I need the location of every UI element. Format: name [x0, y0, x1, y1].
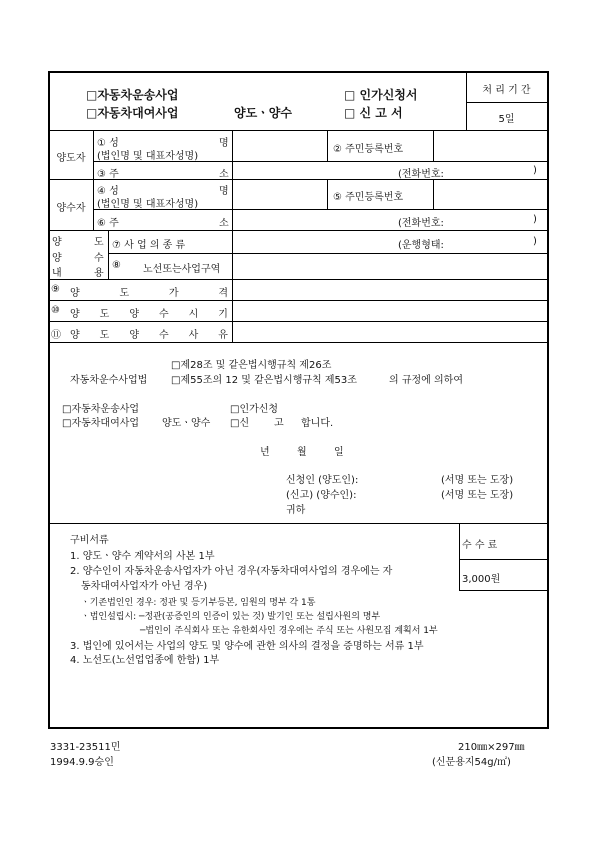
date-month: 월: [297, 447, 307, 458]
fee-value: 3,000원: [462, 574, 501, 585]
processing-period-value: 5일: [498, 114, 515, 125]
signature-2[interactable]: (서명 또는 도장): [441, 490, 514, 501]
apply-option-2-char: 고: [274, 418, 284, 429]
operation-type-close: ): [533, 236, 537, 247]
transfer-date-label: 양 도 양 수 시 기: [70, 309, 228, 320]
fee-label: 수 수 료: [462, 540, 498, 551]
transferee-name-field[interactable]: [234, 181, 326, 207]
transferee-address-field[interactable]: [234, 211, 394, 228]
transferor-address-label-end: 소: [219, 169, 229, 180]
route-label-num: ⑧: [112, 260, 121, 271]
header-transfer-label: 양도ㆍ양수: [234, 106, 292, 120]
business-type-label: ⑦ 사 업 의 종 류: [112, 240, 186, 251]
transferee-name-label-end: 명: [219, 186, 229, 197]
applicant-transferor-label: 신청인 (양도인):: [286, 475, 359, 486]
paper-size: 210㎜×297㎜: [458, 742, 525, 753]
transferor-id-label: ② 주민등록번호: [333, 144, 404, 155]
form-code: 3331-23511민: [50, 742, 121, 753]
transferee-corp-label: (법인명 및 대표자성명): [97, 199, 199, 210]
date-year: 년: [260, 447, 270, 458]
law-option-1[interactable]: □제28조 및 같은법시행규칙 제26조: [171, 360, 332, 371]
route-field[interactable]: [234, 255, 544, 277]
transferee-address-label-end: 소: [219, 218, 229, 229]
operation-type-label: (운행형태:: [398, 240, 444, 251]
statement-closing: 합니다.: [301, 418, 334, 429]
law-suffix: 의 규정에 의하여: [389, 375, 463, 386]
content-label-char: 양: [52, 253, 62, 264]
row-number: ⑪: [51, 330, 61, 341]
transferor-name-field[interactable]: [234, 133, 326, 159]
transferee-phone-close: ): [533, 214, 537, 225]
transfer-reason-label: 양 도 양 수 사 유: [70, 330, 228, 341]
header-business-type-1[interactable]: □자동차운송사업: [86, 88, 179, 102]
transferor-name-label-end: 명: [219, 138, 229, 149]
processing-period-label: 처 리 기 간: [482, 85, 531, 96]
signature-1[interactable]: (서명 또는 도장): [441, 475, 514, 486]
document-item: 1. 양도ㆍ양수 계약서의 사본 1부: [70, 551, 215, 562]
transferee-name-label: ④ 성: [97, 186, 119, 197]
document-subitem-cont: ─법인이 주식회사 또는 유한회사인 경우에는 주식 또는 사원모집 계획서 1부: [140, 626, 438, 636]
document-item: 3. 법인에 있어서는 사업의 양도 및 양수에 관한 의사의 결정을 증명하는 서류 1부: [70, 641, 424, 652]
row-number: ⑩: [51, 305, 60, 316]
law-option-2[interactable]: □제55조의 12 및 같은법시행규칙 제53조: [171, 375, 357, 386]
transferor-address-field[interactable]: [234, 163, 394, 178]
approval-date: 1994.9.9승인: [50, 757, 114, 768]
business-type-field[interactable]: [234, 233, 394, 251]
transfer-reason-field[interactable]: [234, 324, 544, 341]
route-label: 노선또는사업구역: [143, 264, 221, 275]
transferee-id-label: ⑤ 주민등록번호: [333, 192, 404, 203]
transferee-address-label: ⑥ 주: [97, 218, 119, 229]
content-label-char: 양: [52, 237, 62, 248]
apply-option-1[interactable]: □인가신청: [230, 404, 279, 415]
paper-type: (신문용지54g/㎡): [432, 757, 511, 768]
transferee-phone-label: (전화번호:: [398, 218, 444, 229]
document-subitem: ㆍ기존법인인 경우: 정관 및 등기부등본, 임원의 명부 각 1통: [81, 598, 316, 608]
content-label-char: 수: [94, 253, 104, 264]
header-option-report[interactable]: □ 신 고 서: [344, 106, 403, 120]
content-label-char: 용: [94, 268, 104, 279]
header-option-application[interactable]: □ 인가신청서: [344, 88, 418, 102]
transferor-label: 양도자: [56, 153, 86, 164]
documents-title: 구비서류: [70, 535, 109, 546]
date-day: 일: [334, 447, 344, 458]
transferor-phone-label: (전화번호:: [398, 169, 444, 180]
document-item-cont: 동차대여사업자가 아닌 경우): [81, 581, 208, 592]
transferee-label: 양수자: [56, 203, 86, 214]
statement-transfer-word: 양도ㆍ양수: [162, 418, 211, 429]
business-option-2[interactable]: □자동차대여사업: [62, 418, 140, 429]
applicant-transferee-label: (신고) (양수인):: [286, 490, 357, 501]
transferor-address-label: ③ 주: [97, 169, 119, 180]
apply-option-2[interactable]: □신: [230, 418, 250, 429]
document-subitem: ㆍ법인설립시: ─정관(공증인의 인증이 있는 것) 발기인 또는 설립사원의 명부: [81, 612, 381, 622]
transferee-id-field[interactable]: [435, 181, 545, 207]
document-item: 4. 노선도(노선업업종에 한함) 1부: [70, 655, 220, 666]
content-label-char: 도: [94, 237, 104, 248]
transferor-name-label: ① 성: [97, 138, 119, 149]
law-prefix: 자동차운수사업법: [70, 375, 148, 386]
transferor-phone-close: ): [533, 165, 537, 176]
transferor-corp-label: (법인명 및 대표자성명): [97, 151, 199, 162]
document-item: 2. 양수인이 자동차운송사업자가 아닌 경우(자동차대여사업의 경우에는 자: [70, 566, 393, 577]
transferor-id-field[interactable]: [435, 133, 545, 159]
price-label: 양 도 가 격: [70, 288, 228, 299]
row-number: ⑨: [51, 284, 60, 295]
header-business-type-2[interactable]: □자동차대여사업: [86, 106, 179, 120]
content-label-char: 내: [52, 268, 62, 279]
recipient: 귀하: [286, 505, 306, 516]
business-option-1[interactable]: □자동차운송사업: [62, 404, 140, 415]
price-field[interactable]: [234, 282, 544, 299]
transfer-date-field[interactable]: [234, 303, 544, 320]
